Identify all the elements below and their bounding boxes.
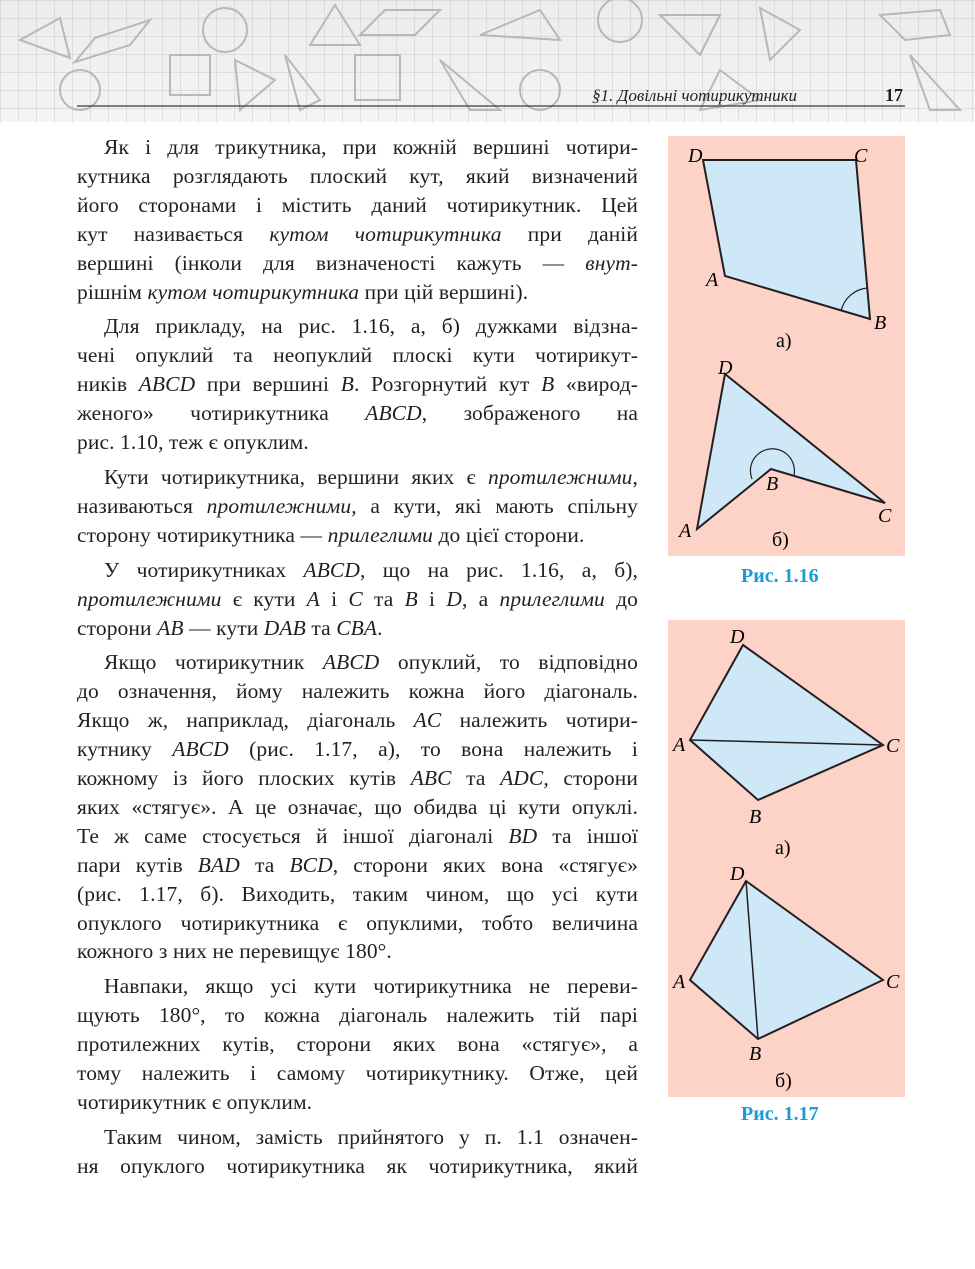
label-a-C: C — [854, 145, 868, 167]
text-line: рішнім кутом чотирикутника при цій вершині). — [77, 279, 529, 304]
figure-1-17-drawing — [668, 620, 905, 1097]
text-line: Кути чотирикутника, вершини яких є протилежними, — [104, 464, 638, 489]
header-decoration — [0, 0, 975, 122]
page-number: 17 — [885, 85, 903, 105]
text-line: У чотирикутниках ABCD, що на рис. 1.16, а, б), — [104, 557, 638, 582]
figure-1-17-caption: Рис. 1.17 — [741, 1103, 819, 1125]
text-line: опуклого чотирикутника є опуклими, тобто величина — [77, 910, 638, 935]
text-line: Таким чином, замість прийнятого у п. 1.1 означен- — [104, 1124, 638, 1149]
text-line: кутника розглядають плоский кут, який визначений — [77, 163, 638, 188]
label-a-D: D — [730, 626, 745, 648]
text-line: до означення, йому належить кожна його діагональ. — [77, 679, 638, 704]
label-b-B: B — [749, 1043, 762, 1065]
quadrilateral-a — [690, 645, 883, 800]
figure-1-16 — [668, 136, 905, 556]
text-line: кутнику ABCD (рис. 1.17, а), то вона належить і — [77, 737, 638, 762]
text-line: (рис. 1.17, б). Виходить, таким чином, що усі кути — [77, 881, 638, 906]
figure-1-16-caption: Рис. 1.16 — [741, 565, 819, 587]
text-line: називаються протилежними, а кути, які мають спільну — [77, 493, 638, 518]
text-line: протилежних кутів, сторони яких вона «стягує», а — [77, 1032, 638, 1057]
label-b-D: D — [718, 357, 733, 379]
text-line: ників ABCD при вершині B. Розгорнутий кут B «вирод- — [77, 372, 639, 397]
label-b-B: B — [766, 473, 779, 495]
text-line: Те ж саме стосується й іншої діагоналі BD та іншої — [77, 823, 638, 848]
sublabel-b: б) — [775, 1070, 792, 1092]
figure-1-16-drawing — [668, 136, 905, 556]
text-line: женого» чотирикутника ABCD, зображеного на — [77, 401, 638, 426]
label-a-B: B — [749, 806, 762, 828]
quadrilateral-a — [703, 160, 870, 319]
running-title: §1. Довільні чотирикутники — [592, 86, 798, 105]
label-b-C: C — [886, 971, 900, 993]
text-line: сторони AB — кути DAB та CBA. — [77, 615, 383, 640]
label-a-B: B — [874, 312, 887, 334]
sublabel-a: а) — [775, 837, 791, 859]
label-a-D: D — [688, 145, 703, 167]
text-line: протилежними є кути A і C та B і D, а прилеглими до — [77, 586, 638, 611]
text-line: Навпаки, якщо усі кути чотирикутника не переви- — [104, 974, 638, 999]
text-line: Як і для трикутника, при кожній вершині чотири- — [104, 135, 638, 159]
text-line: чотирикутник є опуклим. — [77, 1090, 313, 1114]
sublabel-b: б) — [772, 529, 789, 551]
quadrilateral-b — [697, 374, 885, 529]
label-a-C: C — [886, 735, 900, 757]
label-b-A: A — [673, 971, 686, 993]
figure-1-17 — [668, 620, 905, 1097]
label-a-A: A — [706, 269, 719, 291]
label-a-A: A — [673, 734, 686, 756]
text-line: кут називається кутом чотирикутника при даній — [77, 221, 638, 246]
text-line: вершині (інколи для визначеності кажуть — внут- — [77, 250, 638, 275]
text-line: пари кутів BAD та BCD, сторони яких вона «стягує» — [77, 852, 638, 877]
text-line: Для прикладу, на рис. 1.16, а, б) дужками відзна- — [104, 314, 638, 339]
text-line: тому належить і самому чотирикутнику. Отже, цей — [77, 1061, 638, 1086]
text-line: кожного з них не перевищує 180°. — [77, 939, 392, 964]
page-header — [0, 0, 975, 122]
label-b-A: A — [679, 520, 692, 542]
quadrilateral-b — [690, 881, 883, 1039]
text-line: його сторонами і містить даний чотирикутник. Цей — [77, 192, 638, 217]
text-line: Якщо чотирикутник ABCD опуклий, то відповідно — [104, 650, 638, 675]
text-line: щують 180°, то кожна діагональ належить тій парі — [77, 1003, 638, 1028]
text-line: рис. 1.10, теж є опуклим. — [77, 430, 309, 455]
text-line: сторону чотирикутника — прилеглими до цієї сторони. — [77, 522, 585, 547]
text-line: ня опуклого чотирикутника як чотирикутника, який — [77, 1153, 638, 1178]
text-line: кожному із його плоских кутів ABC та ADC, сторони — [77, 766, 638, 791]
sublabel-a: а) — [776, 330, 792, 352]
label-b-C: C — [878, 505, 892, 527]
text-line: яких «стягує». А це означає, що обидва ці кути опуклі. — [77, 794, 638, 819]
text-line: чені опуклий та неопуклий плоскі кути чотирикут- — [77, 343, 638, 368]
text-line: Якщо ж, наприклад, діагональ AC належить чотири- — [77, 708, 638, 733]
body-text — [77, 133, 638, 1181]
label-b-D: D — [730, 863, 745, 885]
